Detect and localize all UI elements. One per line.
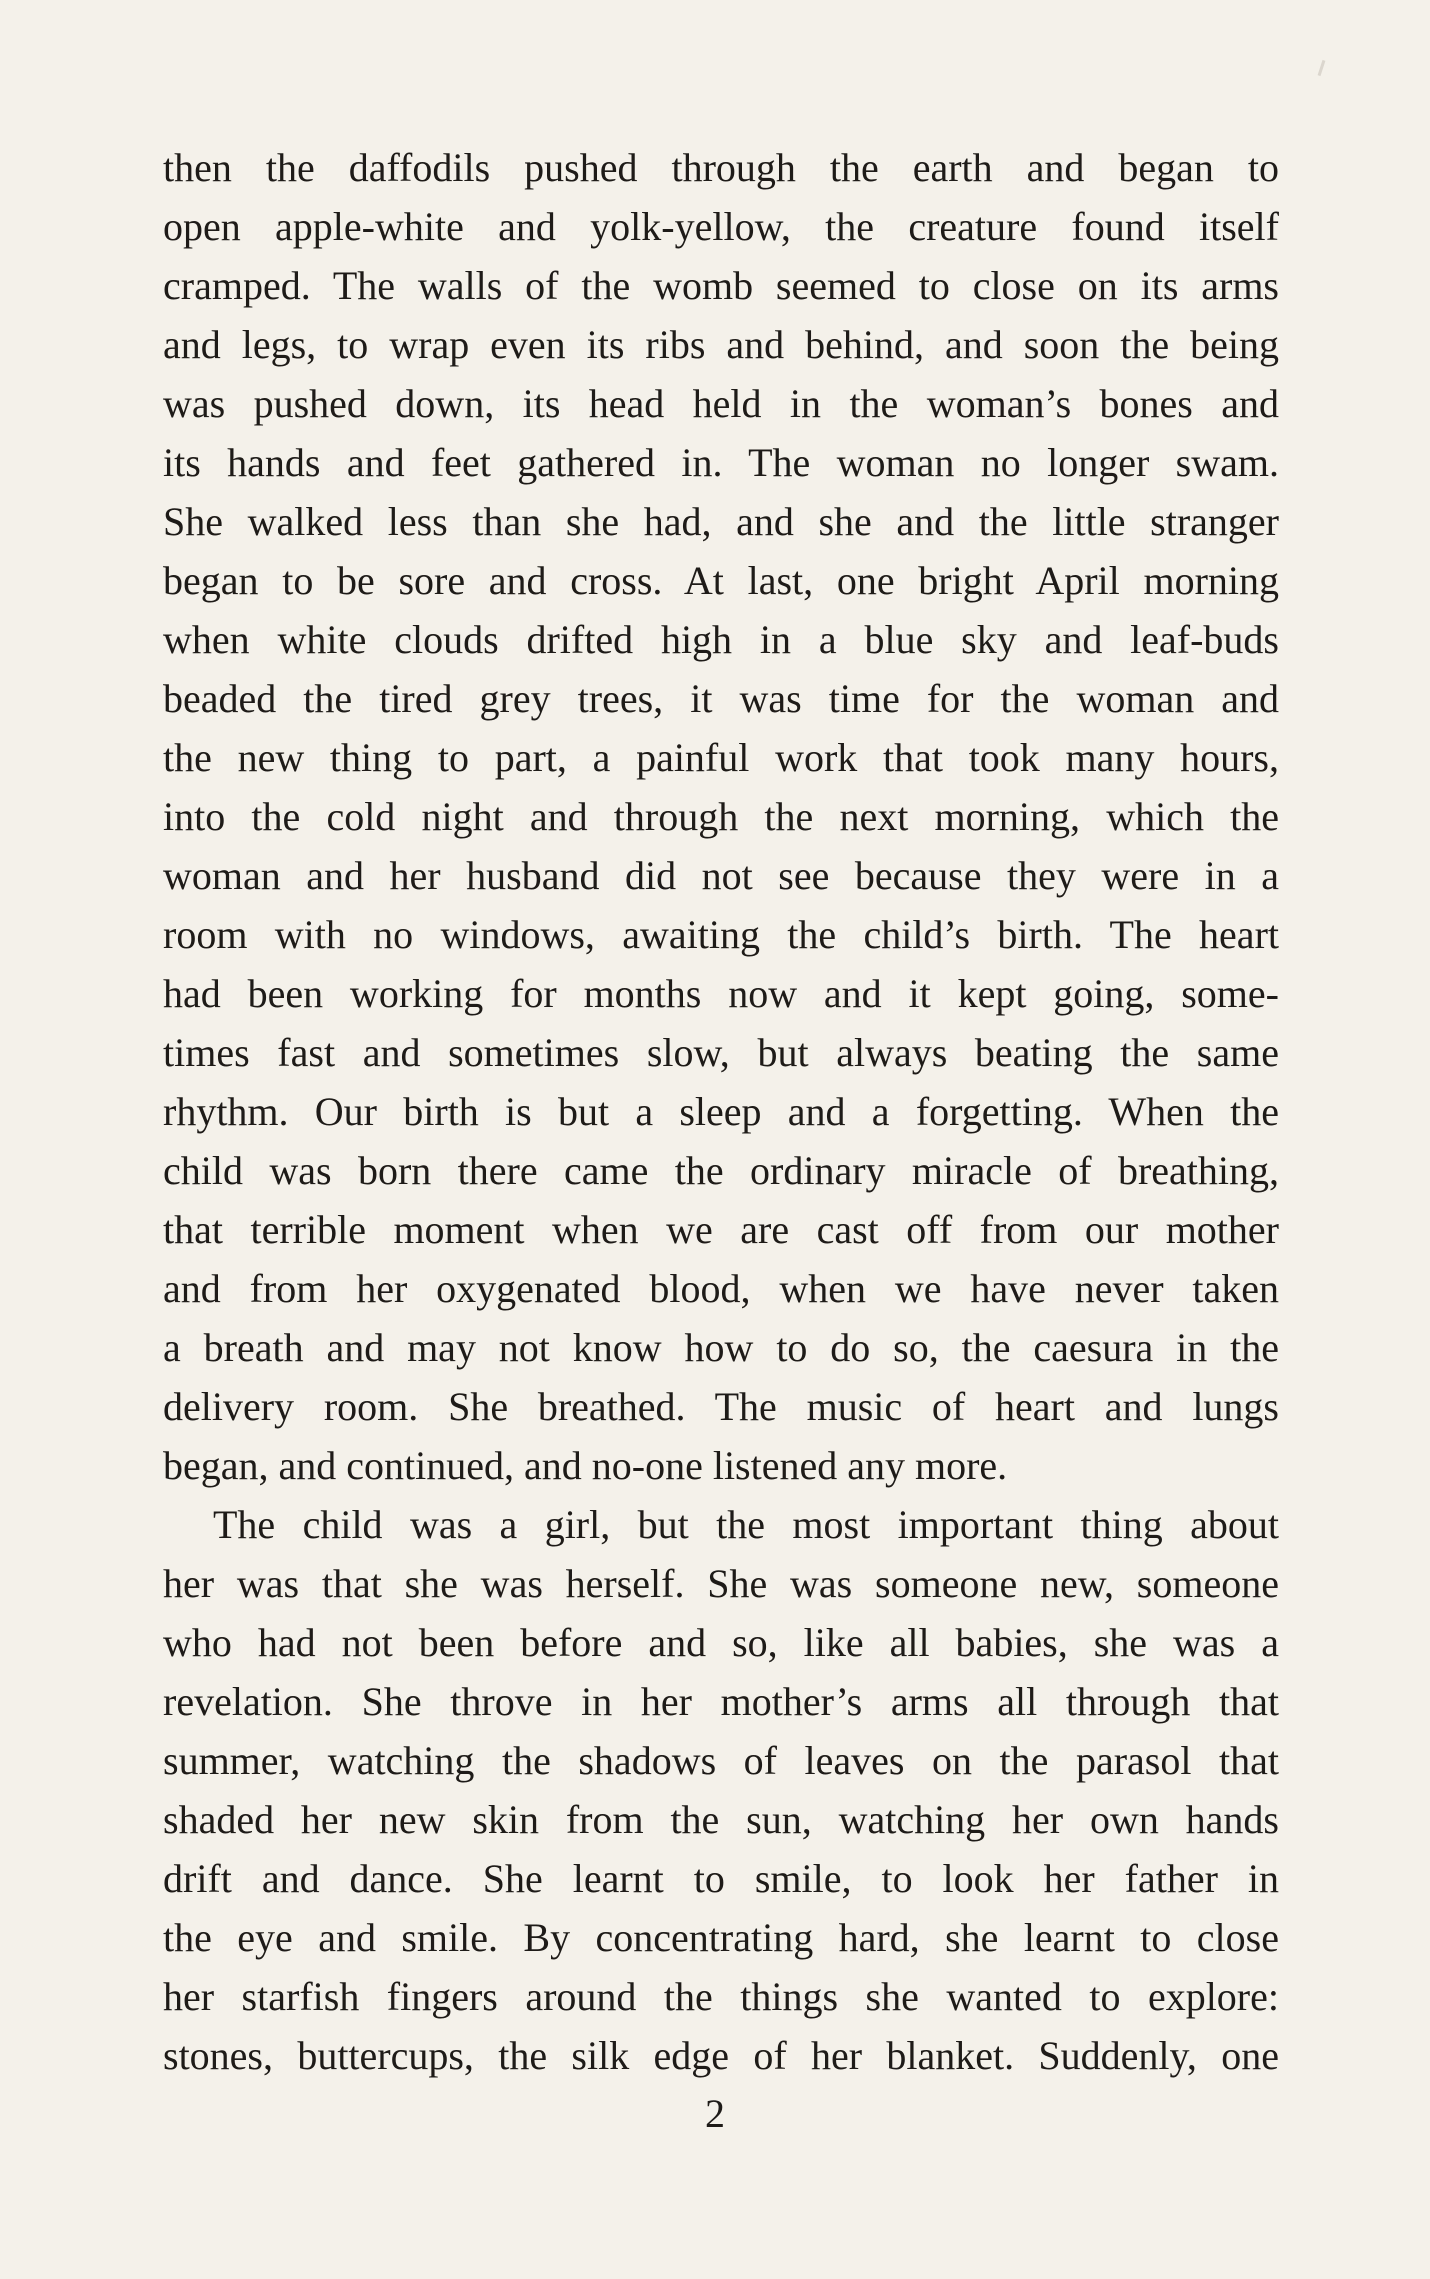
text-line: stones, buttercups, the silk edge of her blanket. Suddenly, one <box>163 2033 1279 2078</box>
text-line: the new thing to part, a painful work that took many hours, <box>163 735 1279 780</box>
text-line: who had not been before and so, like all babies, she was a <box>163 1620 1279 1665</box>
text-line: the eye and smile. By concentrating hard, she learnt to close <box>163 1915 1279 1960</box>
text-line: room with no windows, awaiting the child’s birth. The heart <box>163 912 1279 957</box>
text-line: delivery room. She breathed. The music of heart and lungs <box>163 1384 1279 1429</box>
text-line: was pushed down, its head held in the woman’s bones and <box>163 381 1279 426</box>
text-line: had been working for months now and it kept going, some- <box>163 971 1279 1016</box>
text-line: and legs, to wrap even its ribs and behind, and soon the being <box>163 322 1279 367</box>
text-line: into the cold night and through the next morning, which the <box>163 794 1279 839</box>
text-line: cramped. The walls of the womb seemed to close on its arms <box>163 263 1279 308</box>
text-line: that terrible moment when we are cast off from our mother <box>163 1207 1279 1252</box>
text-line: open apple-white and yolk-yellow, the creature found itself <box>163 204 1279 249</box>
text-line: child was born there came the ordinary miracle of breathing, <box>163 1148 1279 1193</box>
text-line: The child was a girl, but the most important thing about <box>213 1502 1279 1547</box>
text-line: and from her oxygenated blood, when we have never taken <box>163 1266 1279 1311</box>
text-line: then the daffodils pushed through the earth and began to <box>163 145 1279 190</box>
text-line: its hands and feet gathered in. The woman no longer swam. <box>163 440 1279 485</box>
text-line: when white clouds drifted high in a blue sky and leaf-buds <box>163 617 1279 662</box>
text-line: woman and her husband did not see because they were in a <box>163 853 1279 898</box>
text-line: rhythm. Our birth is but a sleep and a forgetting. When the <box>163 1089 1279 1134</box>
text-line: She walked less than she had, and she and the little stranger <box>163 499 1279 544</box>
body-text <box>163 138 1279 2085</box>
text-line: began to be sore and cross. At last, one bright April morning <box>163 558 1279 603</box>
text-line: times fast and sometimes slow, but always beating the same <box>163 1030 1279 1075</box>
text-line: drift and dance. She learnt to smile, to look her father in <box>163 1856 1279 1901</box>
paper-mark <box>1318 60 1326 76</box>
text-line: shaded her new skin from the sun, watching her own hands <box>163 1797 1279 1842</box>
text-line: beaded the tired grey trees, it was time for the woman and <box>163 676 1279 721</box>
text-line: summer, watching the shadows of leaves on the parasol that <box>163 1738 1279 1783</box>
text-line: began, and continued, and no-one listened any more. <box>163 1443 1008 1488</box>
text-line: her starfish fingers around the things she wanted to explore: <box>163 1974 1279 2019</box>
text-line: a breath and may not know how to do so, the caesura in the <box>163 1325 1279 1370</box>
page-number: 2 <box>705 2091 725 2136</box>
text-line: her was that she was herself. She was someone new, someone <box>163 1561 1279 1606</box>
text-line: revelation. She throve in her mother’s arms all through that <box>163 1679 1279 1724</box>
